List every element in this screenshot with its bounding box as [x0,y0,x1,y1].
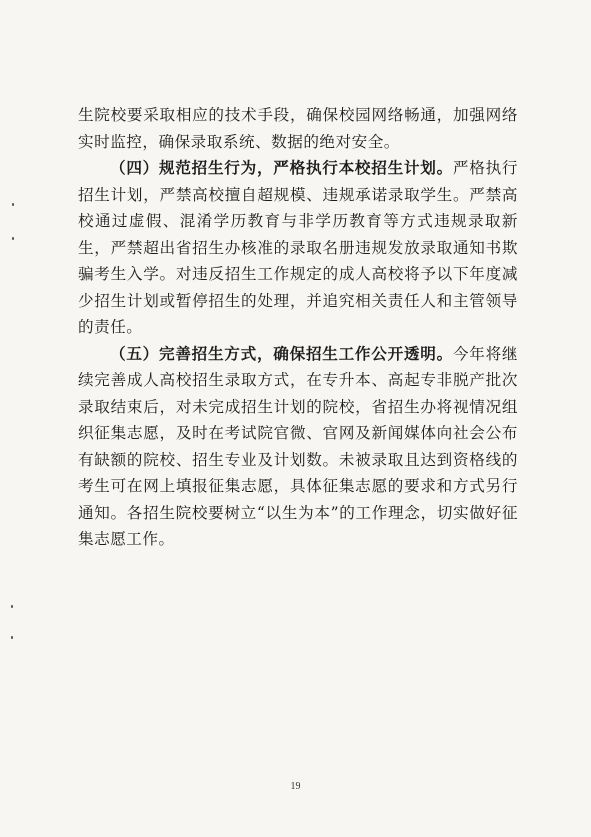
paragraph-text: 生院校要采取相应的技术手段，确保校园网络畅通，加强网络实时监控，确保录取系统、数据的绝对安全。 [78,106,518,151]
paragraph-section-five [78,341,518,553]
scan-speck [12,203,14,206]
scan-speck [11,636,13,639]
page-number: 19 [290,781,301,792]
paragraph-text: 严格执行招生计划，严禁高校擅自超规模、违规承诺录取学生。严禁高校通过虚假、混淆学历教育与非学历教育等方式违规录取新生，严禁超出省招生办核准的录取名册违规发放录取通知书欺骗考生入学。对违反招生工作规定的成人高校将予以下年度减少招生计划或暂停招生的处理，并追究相关责任人和主管领导的责任。 [78,159,518,336]
paragraph-network-security [78,102,518,155]
section-heading-four: （四）规范招生行为，严格执行本校招生计划。 [110,158,453,177]
paragraph-text: 今年将继续完善成人高校招生录取方式，在专升本、高起专非脱产批次录取结束后，对未完成招生计划的院校，省招生办将视情况组织征集志愿，及时在考试院官微、官网及新闻媒体向社会公布有缺额的院校、招生专业及计划数。未被录取且达到资格线的考生可在网上填报征集志愿，具体征集志愿的要求和方式另行通知。各招生院校要树立“以生为本”的工作理念，切实做好征集志愿工作。 [78,344,518,548]
scan-speck [11,605,13,608]
section-heading-five: （五）完善招生方式，确保招生工作公开透明。 [110,343,453,363]
body-text [78,102,518,553]
scan-speck [12,237,14,240]
paragraph-section-four [78,155,518,341]
